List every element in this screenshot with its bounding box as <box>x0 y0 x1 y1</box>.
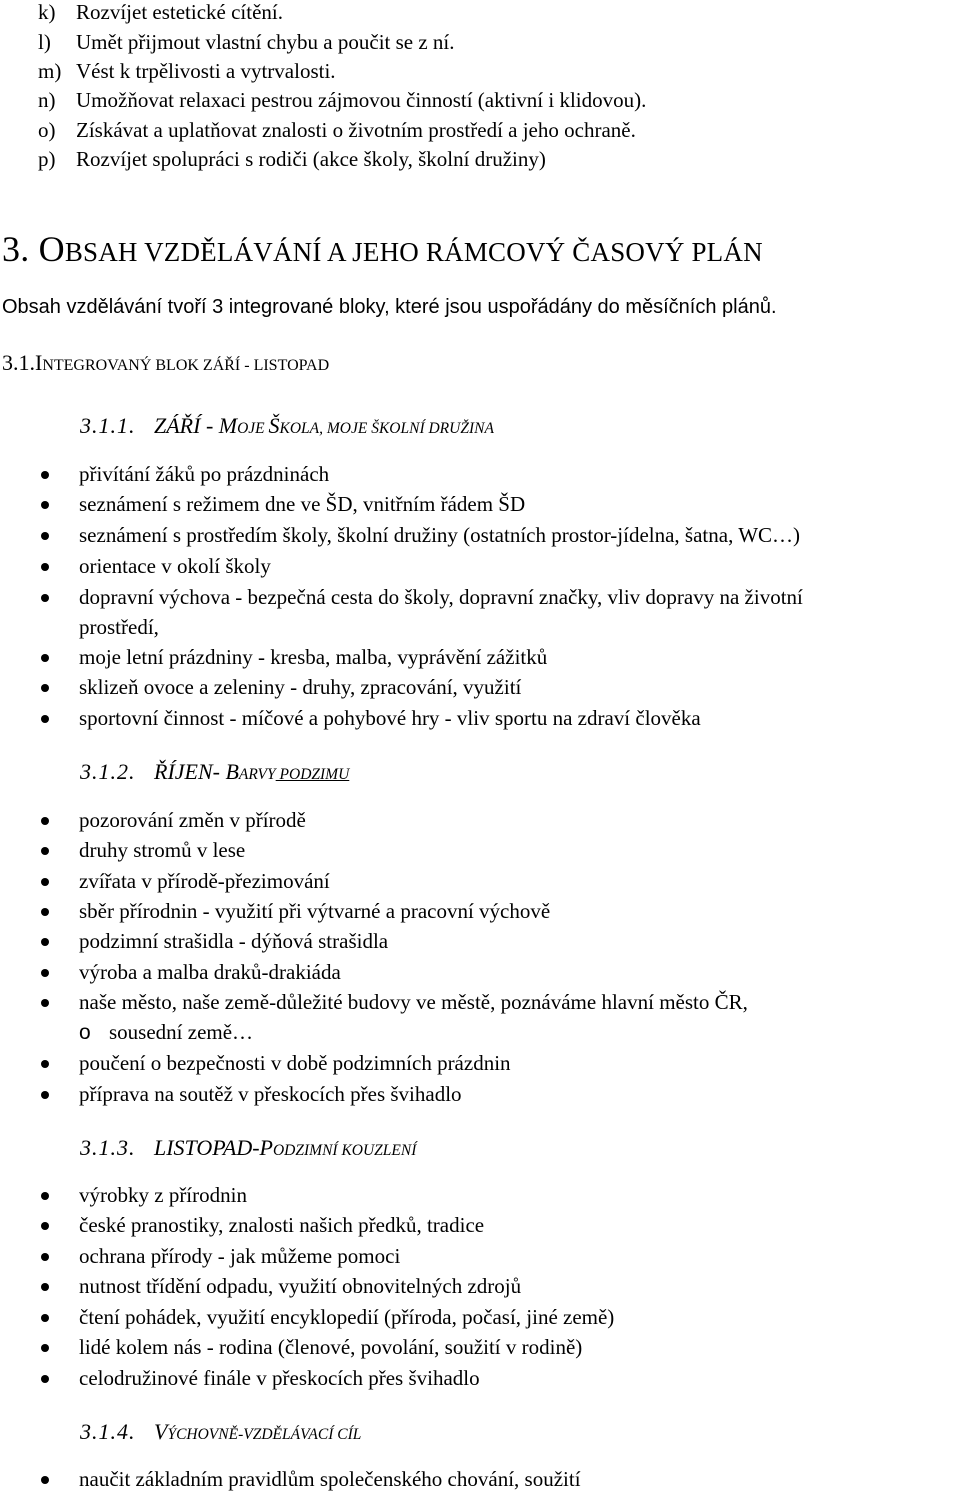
heading-small-caps: ARVY <box>238 766 276 783</box>
list-item-text: příprava na soutěž v přeskocích přes švihadlo <box>79 1082 462 1106</box>
section-3-1-heading <box>2 350 329 376</box>
list-letter: k) <box>38 0 56 24</box>
list-text: Umožňovat relaxaci pestrou zájmovou činností (aktivní i klidovou). <box>76 88 647 112</box>
list-letter: p) <box>38 147 56 171</box>
heading-small-caps: ODZIMNÍ KOUZLENÍ <box>272 1142 417 1159</box>
bullet-icon <box>41 1375 49 1383</box>
bullet-icon <box>41 1253 49 1261</box>
list-item-text: výrobky z přírodnin <box>79 1183 247 1207</box>
section-number: 3. <box>2 229 30 269</box>
list-item-text: moje letní prázdniny - kresba, malba, vyprávění zážitků <box>79 645 548 669</box>
bullet-icon <box>41 908 49 916</box>
heading-cap: I <box>35 350 43 375</box>
heading-main: ŘÍJEN- B <box>154 759 239 784</box>
list-item-text: dopravní výchova - bezpečná cesta do školy, dopravní značky, vliv dopravy na životní <box>79 585 803 609</box>
heading-small-caps: KOLA, MOJE ŠKOLNÍ DRUŽINA <box>279 420 494 437</box>
bullet-icon <box>41 1344 49 1352</box>
bullet-icon <box>41 1091 49 1099</box>
bullet-icon <box>41 471 49 479</box>
bullet-icon <box>41 878 49 886</box>
list-item-m <box>38 59 336 84</box>
bullet-icon <box>41 654 49 662</box>
bullet-icon <box>41 817 49 825</box>
list-text: Získávat a uplatňovat znalosti o životním prostředí a jeho ochraně. <box>76 118 636 142</box>
list-item-k <box>38 0 283 25</box>
list-item-text: podzimní strašidla - dýňová strašidla <box>79 929 389 953</box>
bullet-icon <box>41 969 49 977</box>
heading-main: LISTOPAD-P <box>154 1135 273 1160</box>
list-item-text: sběr přírodnin - využití při výtvarné a pracovní výchově <box>79 899 551 923</box>
heading-small-caps-underlined: PODZIMU <box>275 766 350 783</box>
list-letter: m) <box>38 59 62 83</box>
list-letter: l) <box>38 30 51 54</box>
list-item-text: orientace v okolí školy <box>79 554 271 578</box>
list-item-continuation: prostředí, <box>79 615 159 639</box>
list-text: Vést k trpělivosti a vytrvalosti. <box>76 59 336 83</box>
list-text: Rozvíjet spolupráci s rodiči (akce školy, školní družiny) <box>76 147 546 171</box>
section-3-intro: Obsah vzdělávání tvoří 3 integrované bloky, které jsou uspořádány do měsíčních plánů. <box>2 296 777 318</box>
heading-cap: Š <box>268 413 280 438</box>
bullet-icon <box>41 501 49 509</box>
section-number: 3.1.1. <box>80 413 136 438</box>
list-item-l <box>38 30 455 55</box>
section-3-1-3-heading <box>80 1135 416 1161</box>
heading-cap: O <box>38 229 65 269</box>
list-item-n <box>38 88 646 113</box>
list-item-text: sportovní činnost - míčové a pohybové hry - vliv sportu na zdraví člověka <box>79 706 701 730</box>
list-item-text: poučení o bezpečnosti v době podzimních prázdnin <box>79 1051 511 1075</box>
sub-list-item <box>79 1020 253 1045</box>
heading-rest: BSAH VZDĚLÁVÁNÍ A JEHO RÁMCOVÝ ČASOVÝ PLÁN <box>64 237 763 267</box>
list-item-text: české pranostiky, znalosti našich předků, tradice <box>79 1213 485 1237</box>
list-item-text: přivítání žáků po prázdninách <box>79 462 330 486</box>
bullet-icon <box>41 684 49 692</box>
list-letter: n) <box>38 88 56 112</box>
list-item-o <box>38 118 636 143</box>
section-3-1-4-heading <box>80 1419 361 1445</box>
list-item-text: sklizeň ovoce a zeleniny - druhy, zpracování, využití <box>79 675 522 699</box>
bullet-icon <box>41 938 49 946</box>
list-item-text: druhy stromů v lese <box>79 838 246 862</box>
bullet-icon <box>41 1476 49 1484</box>
heading-cap: V <box>154 1419 168 1444</box>
list-item-text: výroba a malba draků-drakiáda <box>79 960 341 984</box>
bullet-icon <box>41 532 49 540</box>
bullet-icon <box>41 715 49 723</box>
list-item-text: ochrana přírody - jak můžeme pomoci <box>79 1244 401 1268</box>
section-3-heading <box>2 228 763 270</box>
list-item-text: nutnost třídění odpadu, využití obnovitelných zdrojů <box>79 1274 522 1298</box>
list-item-text: seznámení s režimem dne ve ŠD, vnitřním řádem ŠD <box>79 492 526 516</box>
bullet-icon <box>41 1314 49 1322</box>
bullet-icon <box>41 563 49 571</box>
section-number: 3.1.3. <box>80 1135 136 1160</box>
bullet-icon <box>41 1192 49 1200</box>
list-text: Umět přijmout vlastní chybu a poučit se z ní. <box>76 30 455 54</box>
bullet-icon <box>41 1283 49 1291</box>
list-item-text: čtení pohádek, využití encyklopedií (příroda, počasí, jiné země) <box>79 1305 615 1329</box>
list-item-text: naše město, naše země-důležité budovy ve městě, poznáváme hlavní město ČR, <box>79 990 748 1014</box>
list-item-text: seznámení s prostředím školy, školní družiny (ostatních prostor-jídelna, šatna, WC…) <box>79 523 801 547</box>
heading-rest: NTEGROVANÝ BLOK ZÁŘÍ - LISTOPAD <box>42 357 330 374</box>
heading-main: ZÁŘÍ - M <box>154 413 238 438</box>
section-number: 3.1.2. <box>80 759 136 784</box>
list-item-p <box>38 147 546 172</box>
list-text: Rozvíjet estetické cítění. <box>76 0 284 24</box>
list-item-text: naučit základním pravidlům společenského chování, soužití <box>79 1467 581 1491</box>
bullet-icon <box>41 594 49 602</box>
bullet-icon <box>41 847 49 855</box>
section-number: 3.1. <box>2 350 35 375</box>
bullet-icon <box>41 999 49 1007</box>
sub-list-text: sousední země… <box>109 1020 254 1044</box>
section-3-1-2-heading <box>80 759 349 785</box>
bullet-icon <box>41 1222 49 1230</box>
sub-bullet-marker: o <box>79 1021 91 1044</box>
list-letter: o) <box>38 118 56 142</box>
list-item-text: zvířata v přírodě-přezimování <box>79 869 330 893</box>
heading-small-caps: OJE <box>237 420 269 437</box>
section-number: 3.1.4. <box>80 1419 136 1444</box>
heading-small-caps: ÝCHOVNĚ-VZDĚLÁVACÍ CÍL <box>167 1426 362 1443</box>
list-item-text: pozorování změn v přírodě <box>79 808 306 832</box>
list-item-text: lidé kolem nás - rodina (členové, povolání, soužití v rodině) <box>79 1335 583 1359</box>
bullet-icon <box>41 1060 49 1068</box>
section-3-1-1-heading <box>80 413 494 439</box>
list-item-text: celodružinové finále v přeskocích přes švihadlo <box>79 1366 480 1390</box>
